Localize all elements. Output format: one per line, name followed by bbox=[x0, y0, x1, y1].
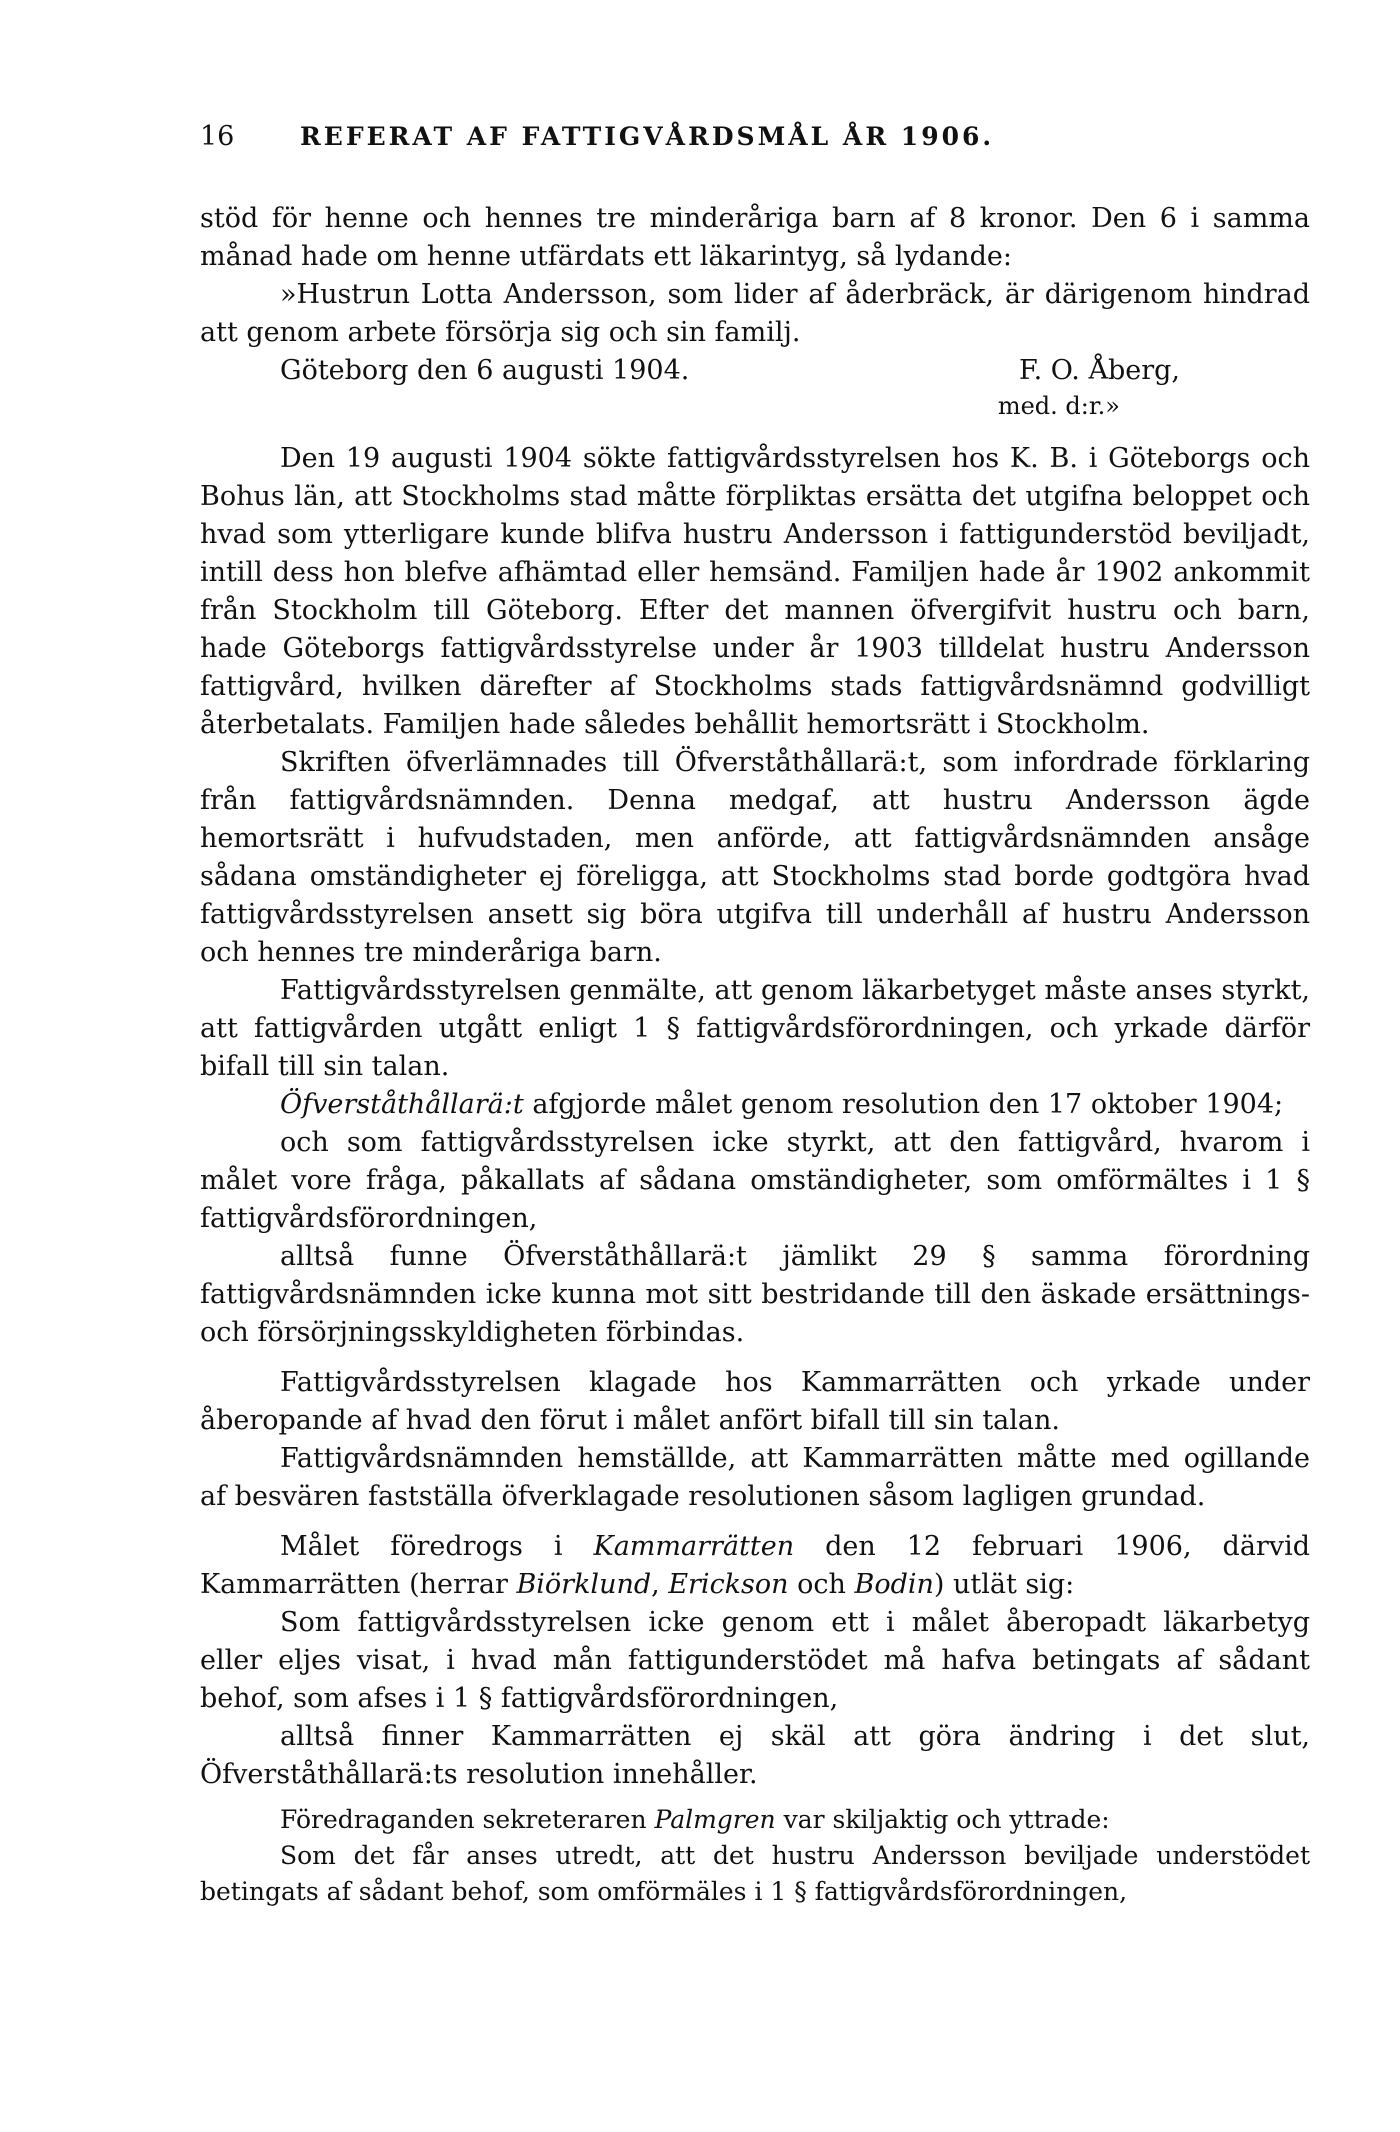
paragraph-9: Fattigvårdsnämnden hemställde, att Kammarrätten måtte med ogillande af besvären fastställa öfverklagade resolutionen såsom lagligen grundad. bbox=[200, 1443, 1310, 1512]
paragraph-11: Som fattigvårdsstyrelsen icke genom ett i målet åberopadt läkarbetyg eller eljes visat, i hvad mån fattigunderstödet må hafva betingats af sådant behof, som afses i 1 § fattigvårdsförordningen, bbox=[200, 1607, 1310, 1714]
paragraph-2: Den 19 augusti 1904 sökte fattigvårdsstyrelsen hos K. B. i Göteborgs och Bohus län, att Stockholms stad måtte förpliktas ersätta det utgifna beloppet och hvad som ytterligare kunde blifva hustru Andersson i fattigunderstöd beviljadt, intill dess hon blefve afhämtad eller hemsänd. Familjen hade år 1902 ankommit från Stockholm till Göteborg. Efter det mannen öfvergifvit hustru och barn, hade Göteborgs fattigvårdsstyrelse under år 1903 tilldelat hustru Andersson fattigvård, hvilken därefter af Stockholms stads fattigvårdsnämnd godvilligt återbetalats. Familjen hade således behållit hemortsrätt i Stockholm. bbox=[200, 443, 1310, 740]
paragraph-10-text-c: , bbox=[651, 1569, 669, 1600]
paragraph-8: Fattigvårdsstyrelsen klagade hos Kammarrätten och yrkade under åberopande af hvad den förut i målet anfört bifall till sin talan. bbox=[200, 1367, 1310, 1436]
certificate-signer-title: med. d:r.» bbox=[997, 392, 1120, 420]
medical-certificate-quote: »Hustrun Lotta Andersson, som lider af åderbräck, är därigenom hindrad att genom arbete försörja sig och sin familj. bbox=[200, 279, 1310, 348]
court-name: Öfverståthållarä:t bbox=[280, 1089, 524, 1120]
certificate-signer: F. O. Åberg, bbox=[1019, 355, 1180, 386]
paragraph-10-text-d: och bbox=[788, 1569, 855, 1600]
text-column bbox=[200, 118, 1310, 1910]
judge-name: Biörklund bbox=[516, 1569, 652, 1600]
paragraph-1: stöd för henne och hennes tre minderåriga barn af 8 kronor. Den 6 i samma månad hade om henne utfärdats ett läkarintyg, så lydande: bbox=[200, 203, 1310, 272]
paragraph-7: alltså funne Öfverståthållarä:t jämlikt 29 § samma förordning fattigvårdsnämnden icke kunna mot sitt bestridande till den äskade ersättnings- och försörjningsskyldigheten förbindas. bbox=[200, 1241, 1310, 1348]
paragraph-14: Som det får anses utredt, att det hustru Andersson beviljade understödet betingats af sådant behof, som omförmäles i 1 § fattigvårdsförordningen, bbox=[200, 1841, 1310, 1906]
paragraph-10-text-a: Målet föredrogs i bbox=[280, 1531, 594, 1562]
paragraph-4: Fattigvårdsstyrelsen genmälte, att genom läkarbetyget måste anses styrkt, att fattigvården utgått enligt 1 § fattigvårdsförordningen, och yrkade därför bifall till sin talan. bbox=[200, 975, 1310, 1082]
paragraph-5-text: afgjorde målet genom resolution den 17 oktober 1904; bbox=[523, 1089, 1284, 1120]
page-number: 16 bbox=[200, 121, 235, 152]
paragraph-10 bbox=[200, 1528, 1310, 1604]
paragraph-13-text-b: var skiljaktig och yttrade: bbox=[775, 1805, 1110, 1834]
judge-name: Bodin bbox=[854, 1569, 934, 1600]
court-name: Kammarrätten bbox=[593, 1531, 795, 1562]
paragraph-10-text-b: den 12 februari 1906, därvid Kammarrätten (herrar bbox=[200, 1531, 1310, 1600]
spacer bbox=[200, 1516, 1310, 1528]
paragraph-6: och som fattigvårdsstyrelsen icke styrkt, att den fattigvård, hvarom i målet vore fråga, påkallats af sådana omständigheter, som omförmältes i 1 § fattigvårdsförordningen, bbox=[200, 1127, 1310, 1234]
paragraph-10-text-e: ) utlät sig: bbox=[933, 1569, 1075, 1600]
paragraph-3: Skriften öfverlämnades till Öfverståthållarä:t, som infordrade förklaring från fattigvårdsnämnden. Denna medgaf, att hustru Andersson ägde hemortsrätt i hufvudstaden, men anförde, att fattigvårdsnämnden ansåge sådana omständigheter ej föreligga, att Stockholms stad borde godtgöra hvad fattigvårdsstyrelsen ansett sig böra utgifva till underhåll af hustru Andersson och hennes tre minderåriga barn. bbox=[200, 747, 1310, 968]
running-title: REFERAT AF FATTIGVÅRDSMÅL ÅR 1906. bbox=[300, 122, 995, 151]
page-header bbox=[200, 118, 1310, 158]
spacer bbox=[200, 1352, 1310, 1364]
paragraph-5 bbox=[200, 1086, 1310, 1124]
paragraph-12: alltså finner Kammarrätten ej skäl att göra ändring i det slut, Öfverståthållarä:ts resolution innehåller. bbox=[200, 1721, 1310, 1790]
paragraph-13-text-a: Föredraganden sekreteraren bbox=[280, 1805, 655, 1834]
certificate-signature-row bbox=[200, 352, 1310, 390]
paragraph-13 bbox=[200, 1802, 1310, 1838]
certificate-place-date: Göteborg den 6 augusti 1904. bbox=[280, 355, 690, 386]
secretary-name: Palmgren bbox=[654, 1805, 776, 1834]
judge-name: Erickson bbox=[668, 1569, 789, 1600]
